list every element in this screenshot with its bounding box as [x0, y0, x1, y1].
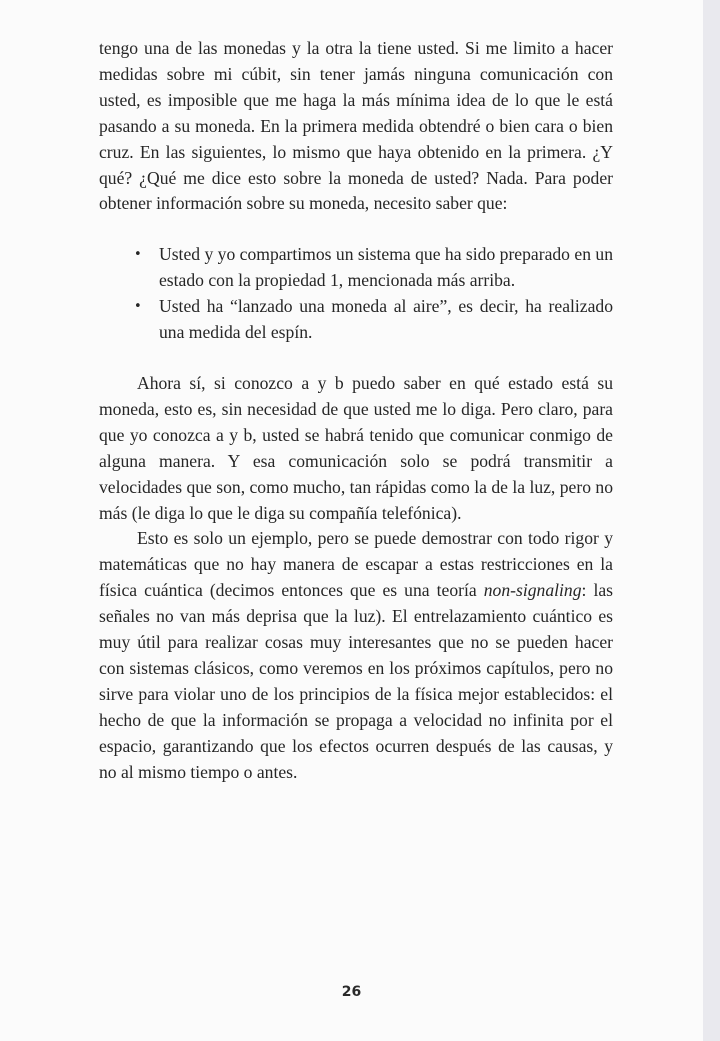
- viewer-margin: [703, 0, 720, 1041]
- bullet-mark: •: [134, 247, 142, 263]
- bullet-item-text: Usted y yo compartimos un sistema que ha sido preparado en un estado con la propiedad 1, mencionada más arriba.: [159, 244, 613, 291]
- paragraph-3-before: Esto es solo un ejemplo, pero se puede demostrar con todo rigor y matemáticas que no hay manera de escapar a estas restricciones en la física cuántica (decimos entonces que es una teoría: [99, 528, 613, 601]
- paragraph-3-after: : las señales no van más deprisa que la luz). El entrelazamiento cuántico es muy útil para realizar cosas muy interesantes que no se pueden hacer con sistemas clásicos, como veremos en los próximos capítulos, pero no sirve para violar uno de los principios de la física mejor establecidos: el hecho de que la información se propaga a velocidad no infinita por el espacio, garantizando que los efectos ocurren después de las causas, y no al mismo tiempo o antes.: [99, 580, 613, 782]
- paragraph-3: [99, 526, 613, 785]
- page-body: [99, 36, 613, 785]
- bullet-item-text: Usted ha “lanzado una moneda al aire”, es decir, ha realizado una medida del espín.: [159, 296, 613, 343]
- bullet-list: [99, 242, 613, 346]
- paragraph-1: tengo una de las monedas y la otra la tiene usted. Si me limito a hacer medidas sobre mi cúbit, sin tener jamás ninguna comunicación con usted, es imposible que me haga la más mínima idea de lo que le está pasando a su moneda. En la primera medida obtendré o bien cara o bien cruz. En las siguientes, lo mismo que haya obtenido en la primera. ¿Y qué? ¿Qué me dice esto sobre la moneda de usted? Nada. Para poder obtener información sobre su moneda, necesito saber que:: [99, 38, 613, 214]
- paragraph-2: Ahora sí, si conozco a y b puedo saber en qué estado está su moneda, esto es, sin necesidad de que usted me lo diga. Pero claro, para que yo conozca a y b, usted se habrá tenido que comunicar conmigo de alguna manera. Y esa comunicación solo se podrá transmitir a velocidades que son, como mucho, tan rápidas como la de la luz, pero no más (le diga lo que le diga su compañía telefónica).: [99, 372, 613, 523]
- bullet-item-1: [134, 242, 613, 294]
- bullet-item-2: [134, 294, 613, 346]
- italic-term: non-signaling: [483, 580, 582, 601]
- page-number: 26: [341, 984, 362, 1000]
- bullet-mark: •: [134, 299, 142, 315]
